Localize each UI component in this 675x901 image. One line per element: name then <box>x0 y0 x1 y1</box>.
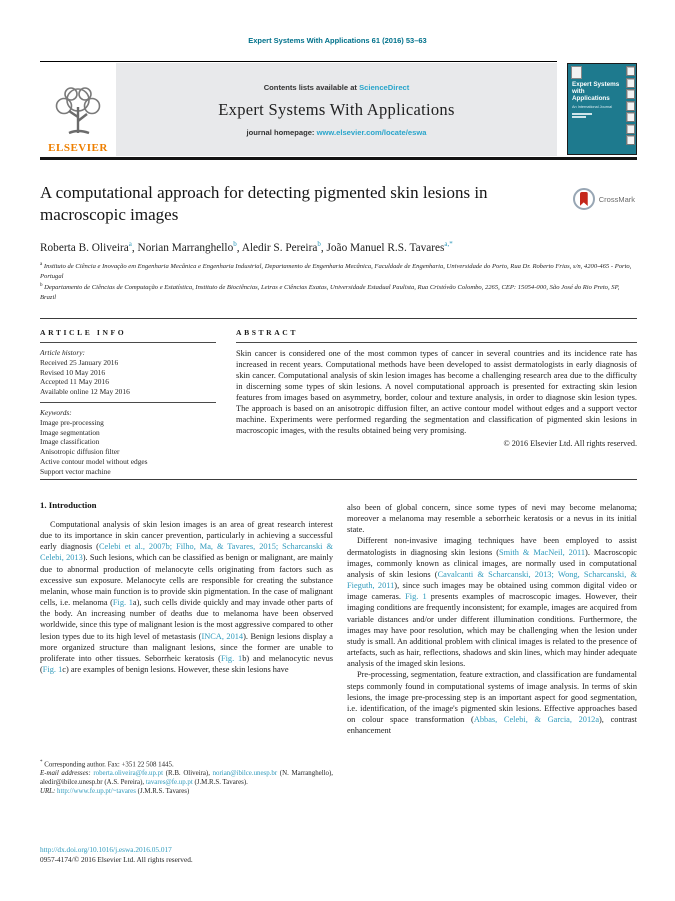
issn-copyright-line: 0957-4174/© 2016 Elsevier Ltd. All rights reserved. <box>40 854 193 864</box>
abstract-heading: ABSTRACT <box>236 328 637 343</box>
keywords-list <box>40 418 216 477</box>
doi-link[interactable]: http://dx.doi.org/10.1016/j.eswa.2016.05.017 <box>40 845 172 854</box>
crossmark-label: CrossMark <box>598 194 635 204</box>
intro-paragraph-4: Pre-processing, segmentation, feature extraction, and classification are fundamental steps commonly found in computational systems of image analysis. In terms of skin lesions, the image pre-processing step is an important aspect for good segmentation, i.e. identification, of the image's pigmented skin lesions. Effective approaches based on colour space transformation (Abbas, Celebi, & Garcia, 2012a), contrast enhancement <box>347 670 637 736</box>
section-divider <box>40 318 637 319</box>
cover-icon <box>626 89 635 99</box>
list-item: Revised 10 May 2016 <box>40 367 106 377</box>
author-line: Roberta B. Oliveira$^a$, Norian Marranghello$^b$, Aledir S. Pereira$^b$, João Manuel R.S. Tavares$^{a,*}$ <box>40 240 453 254</box>
cover-icon <box>626 78 635 88</box>
footnote-corresponding: * Corresponding author. Fax: +351 22 508 1445. <box>40 760 174 769</box>
article-history-label: Article history: <box>40 348 85 357</box>
cover-icon <box>626 112 635 122</box>
inline-link[interactable]: Smith & MacNeil, 2011 <box>499 547 586 557</box>
cover-icon <box>626 101 635 111</box>
introduction-heading: 1. Introduction <box>40 500 97 510</box>
cover-icon <box>626 135 635 145</box>
journal-title: Expert Systems With Applications <box>218 99 455 119</box>
masthead-bottom-bar <box>40 157 637 160</box>
corresponding-author-footnote <box>40 758 333 796</box>
body-column-right <box>347 502 637 736</box>
affiliation-b: $^b$ Departamento de Ciências de Computação e Estatística, Instituto de Biociências, Letras e Ciências Exatas, Universidade Estadual Paulista, Rua Cristóvão Colombo, 2265, CEP: 15054-000, São José do Rio Preto, SP, Brazil <box>40 283 620 301</box>
article-history <box>40 348 216 397</box>
cover-icon-strip <box>625 66 635 152</box>
intro-paragraph-3: Different non-invasive imaging techniques have been employed to assist dermatologists in diagnosing skin lesions (Smith & MacNeil, 2011). Macroscopic images, commonly known as clinical images, are normally used in computational analysis of skin lesions (Cavalcanti & Scharcanski, 2013; Wong, Scharcanski, & Fieguth, 2011), since such images may be obtained using common digital video or image cameras. Fig. 1 presents examples of macroscopic images. However, their imaging conditions are frequently inconsistent; for example, images are acquired from variable distances and/or under different illumination conditions. Furthermore, the images may have poor resolution, which may be challenging when the lesion under study is small. An additional problem with clinical images is related to the presence of artefacts, such as hair, reflections, shadows and skin lines, which may hinder adequate analysis of the imaged skin lesions. <box>347 536 637 669</box>
list-item: Available online 12 May 2016 <box>40 387 130 397</box>
masthead-center-panel <box>116 63 557 156</box>
abstract-text: Skin cancer is considered one of the most common types of cancer in several countries and its incidence rate has increased in recent years. Computational methods have been developed to assist dermatologists in early diagnosis of skin cancer. Computational analysis of skin lesion images has become a challenging research area due to the difficulty in discerning some types of skin lesions. A novel computational approach is presented for extracting skin lesion features from images based on asymmetry, border, colour and texture analysis, in order to diagnose skin lesion types. The approach is based on an anisotropic diffusion filter, an active contour model without edges and a support vector machine. Experiments were performed regarding the segmentation and classification of pigmented skin lesions in macroscopic images, with the results obtained being very promising. <box>236 349 637 435</box>
inline-link[interactable]: ScienceDirect <box>359 82 410 92</box>
article-info-column <box>40 328 216 477</box>
intro-paragraph-1: Computational analysis of skin lesion images is an area of great research interest due to its importance in skin cancer prevention, particularly in achieving a successful early diagnosis (Celebi et al., 2007b; Filho, Ma, & Tavares, 2015; Scharcanski & Celebi, 2013). Such lesions, which can be classified as benign or malignant, are mainly due to abnormal production of melanocyte cells originating from factors such as excessive sun exposure. Melanocyte cells are responsible for creating the substance melanin, whose main function is to provide skin pigmentation. In the case of malignant cells, i.e. melanoma (Fig. 1a), such cells divide quickly and may invade other parts of the body. An increasing number of deaths due to melanoma have been observed worldwide, since this type of malignant lesion is the most aggressive compared to other lesion types due to its high level of metastasis (INCA, 2014). Benign lesions display a more organized structure than malignant lesions, since the former are unable to proliferate into other tissues. Seborrheic keratosis (Fig. 1b) and melanocytic nevus (Fig. 1c) are examples of benign lesions. However, these skin lesions have <box>40 520 334 675</box>
section-divider <box>40 479 637 480</box>
keywords-label: Keywords: <box>40 407 72 417</box>
list-item: Image pre-processing <box>40 417 104 427</box>
abstract-column <box>236 328 637 477</box>
list-item: Image classification <box>40 437 100 447</box>
cover-icon <box>626 124 635 134</box>
inline-link[interactable]: Fig. 1 <box>42 665 63 675</box>
inline-link[interactable]: Fig. 1 <box>112 598 133 608</box>
article-history-list <box>40 358 216 397</box>
inline-link[interactable]: b <box>317 240 321 248</box>
inline-link[interactable]: norian@ibilce.unesp.br <box>212 770 278 778</box>
inline-link[interactable]: b <box>233 240 237 248</box>
cover-editor-lines <box>572 113 622 118</box>
list-item: Accepted 11 May 2016 <box>40 377 109 387</box>
footnote-url: URL: http://www.fe.up.pt/~tavares (J.M.R.S. Tavares) <box>40 788 190 796</box>
inline-link[interactable]: INCA, 2014 <box>201 631 244 641</box>
affiliations <box>40 260 637 302</box>
inline-link[interactable]: Celebi et al., 2007b; Filho, Ma, & Tavares, 2015; Scharcanski & Celebi, 2013 <box>40 542 333 563</box>
crossmark-badge[interactable] <box>573 188 635 210</box>
list-item: Anisotropic diffusion filter <box>40 447 120 457</box>
list-item: Active contour model without edges <box>40 456 148 466</box>
inline-link[interactable]: Abbas, Celebi, & Garcia, 2012a <box>473 714 600 724</box>
affiliation-a: $^a$ Instituto de Ciência e Inovação em Engenharia Mecânica e Engenharia Industrial, Departamento de Engenharia Mecânica, Faculdade de Engenharia, Universidade do Porto, Rua Dr. Roberto Frias, s/n, 4200-465 - Porto, Portugal <box>40 262 632 280</box>
list-item: Received 25 January 2016 <box>40 357 119 367</box>
journal-homepage-line: journal homepage: www.elsevier.com/locate/eswa <box>246 127 427 137</box>
inline-link[interactable]: Fig. 1 <box>405 592 427 602</box>
journal-cover-thumbnail[interactable] <box>567 63 637 155</box>
crossmark-icon <box>573 188 595 210</box>
list-item: Support vector machine <box>40 466 111 476</box>
journal-masthead <box>40 63 637 156</box>
inline-link[interactable]: www.elsevier.com/locate/eswa <box>316 127 427 137</box>
footnote-emails: E-mail addresses: roberta.oliveira@fe.up.pt (R.B. Oliveira), norian@ibilce.unesp.br (N. Marranghello), aledir@ibilce.unesp.br (A.S. Pereira), tavares@fe.up.pt (J.M.R.S. Tavares). <box>40 770 333 787</box>
inline-link[interactable]: a,* <box>444 240 453 248</box>
inline-link[interactable]: Fig. 1 <box>220 653 243 663</box>
elsevier-logo <box>40 63 116 156</box>
masthead-top-rule <box>40 61 557 62</box>
cover-icon <box>626 66 635 76</box>
doi-issn-block <box>40 845 340 864</box>
article-title: A computational approach for detecting pigmented skin lesions in macroscopic images <box>40 183 488 224</box>
elsevier-tree-icon <box>51 85 105 141</box>
article-info-heading: ARTICLE INFO <box>40 328 216 343</box>
list-item: Image segmentation <box>40 427 100 437</box>
intro-paragraph-2: also been of global concern, since some types of nevi may become melanoma; moreover a melanoma may resemble a seborrheic keratosis or a nevus in its initial state. <box>347 503 637 535</box>
inline-link[interactable]: http://www.fe.up.pt/~tavares <box>57 788 136 796</box>
elsevier-wordmark: ELSEVIER <box>48 142 108 154</box>
info-divider <box>40 402 216 403</box>
article-info-abstract-section <box>40 328 637 477</box>
inline-link[interactable]: tavares@fe.up.pt <box>145 779 193 787</box>
body-column-left <box>40 519 333 675</box>
inline-link[interactable]: roberta.oliveira@fe.up.pt <box>93 770 164 778</box>
journal-citation-header: Expert Systems With Applications 61 (2016) 53–63 <box>248 36 427 45</box>
inline-link[interactable]: Cavalcanti & Scharcanski, 2013; Wong, Scharcanski, & Fieguth, 2011 <box>347 569 637 591</box>
keywords-block <box>40 408 216 477</box>
cover-journal-title: Expert Systems with Applications <box>572 81 620 103</box>
cover-elsevier-mark-icon <box>571 66 582 79</box>
abstract-copyright: © 2016 Elsevier Ltd. All rights reserved. <box>503 439 637 448</box>
contents-available-line: Contents lists available at ScienceDirect <box>263 82 410 92</box>
cover-journal-subtitle: An International Journal <box>572 105 613 110</box>
inline-link[interactable]: a <box>128 240 132 248</box>
